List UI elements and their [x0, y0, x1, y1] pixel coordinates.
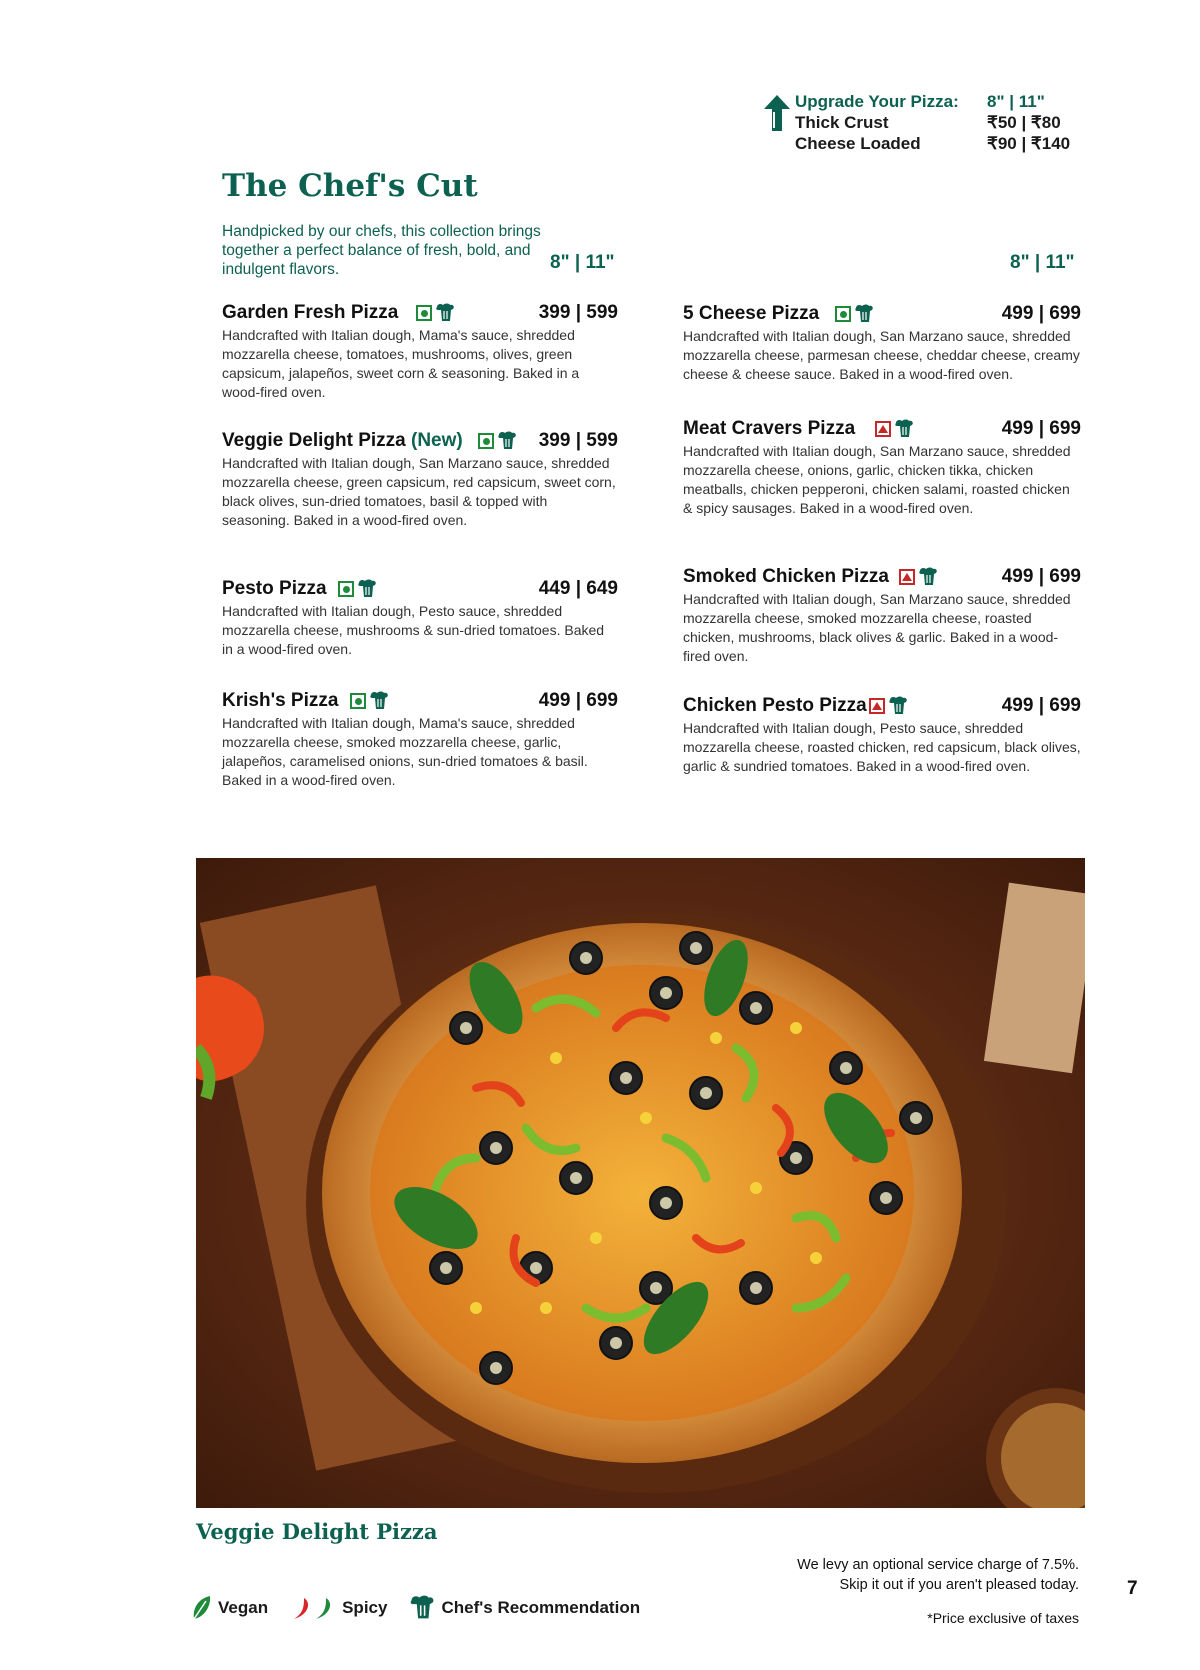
non-veg-icon	[869, 698, 885, 714]
menu-item-name: Krish's Pizza	[222, 690, 339, 711]
chef-hat-icon	[369, 691, 389, 711]
page-number: 7	[1127, 1578, 1138, 1599]
menu-item-name: Chicken Pesto Pizza	[683, 695, 867, 716]
menu-item-description: Handcrafted with Italian dough, Mama's sauce, shredded mozzarella cheese, smoked mozzarella cheese, garlic, jalapeños, caramelised onions, sun-dried tomatoes & basil. Baked in a wood-fired oven.	[222, 715, 588, 788]
legend-vegan-label: Vegan	[218, 1598, 269, 1617]
veg-icon	[835, 306, 851, 322]
upgrade-label: Upgrade Your Pizza:	[795, 92, 959, 111]
service-note-line1: We levy an optional service charge of 7.5%.	[797, 1557, 1079, 1573]
menu-item-name: Veggie Delight Pizza (New)	[222, 430, 463, 451]
veg-icon	[338, 581, 354, 597]
menu-item-header	[683, 303, 1081, 327]
menu-item-badges	[835, 304, 874, 324]
menu-item-badges	[869, 696, 908, 716]
upgrade-option-name: Thick Crust	[795, 113, 889, 132]
menu-item-price: 399 | 599	[538, 302, 618, 323]
section-title: The Chef's Cut	[222, 168, 478, 204]
menu-item	[222, 578, 618, 659]
menu-item	[683, 695, 1081, 776]
non-veg-icon	[899, 569, 915, 585]
menu-item-price: 499 | 699	[1001, 303, 1081, 324]
upgrade-sizes: 8" | 11"	[987, 92, 1045, 111]
veg-icon	[350, 693, 366, 709]
chef-hat-icon	[888, 696, 908, 716]
menu-item-header	[222, 302, 618, 326]
menu-item-description: Handcrafted with Italian dough, San Marzano sauce, shredded mozzarella cheese, parmesan cheese, cheddar cheese, creamy cheese & cheese sauce. Baked in a wood-fired oven.	[683, 328, 1080, 382]
legend-spicy	[290, 1595, 387, 1621]
chef-hat-icon	[497, 431, 517, 451]
menu-item-price: 449 | 649	[538, 578, 618, 599]
menu-item-header	[683, 695, 1081, 719]
menu-item	[683, 418, 1081, 518]
chili-icon	[290, 1595, 336, 1621]
menu-item-name: Pesto Pizza	[222, 578, 327, 599]
tax-note: *Price exclusive of taxes	[927, 1610, 1079, 1626]
size-header-right: 8" | 11"	[1010, 252, 1075, 273]
photo-caption: Veggie Delight Pizza	[196, 1519, 438, 1544]
menu-item-badges	[478, 431, 517, 451]
menu-item-price: 499 | 699	[538, 690, 618, 711]
menu-item	[683, 303, 1081, 384]
menu-item	[683, 566, 1081, 666]
pizza-photo	[196, 858, 1085, 1508]
chef-hat-icon	[357, 579, 377, 599]
menu-item	[222, 430, 618, 530]
size-header-left: 8" | 11"	[550, 252, 615, 273]
legend-spicy-label: Spicy	[342, 1598, 388, 1617]
upgrade-option-name: Cheese Loaded	[795, 134, 921, 153]
menu-item-badges	[899, 567, 938, 587]
menu-item-description: Handcrafted with Italian dough, San Marzano sauce, shredded mozzarella cheese, smoked mozzarella cheese, roasted chicken, mushrooms, black olives & garlic. Baked in a wood-fired oven.	[683, 591, 1071, 664]
service-charge-note	[797, 1556, 1079, 1595]
chef-hat-icon	[854, 304, 874, 324]
legend-vegan	[190, 1595, 268, 1621]
menu-item-name: 5 Cheese Pizza	[683, 303, 820, 324]
menu-item-description: Handcrafted with Italian dough, San Marzano sauce, shredded mozzarella cheese, green capsicum, red capsicum, sweet corn, black olives, sun-dried tomatoes, basil & topped with seasoning. Baked in a wood-fired oven.	[222, 455, 616, 528]
menu-item-name: Garden Fresh Pizza	[222, 302, 399, 323]
veg-icon	[416, 305, 432, 321]
new-tag: (New)	[411, 430, 463, 451]
menu-item-header	[683, 566, 1081, 590]
menu-item-price: 499 | 699	[1001, 566, 1081, 587]
menu-item-header	[222, 578, 618, 602]
legend-chef	[409, 1595, 640, 1621]
chef-hat-icon	[409, 1595, 435, 1621]
menu-item-header	[683, 418, 1081, 442]
upgrade-option-price: ₹50 | ₹80	[987, 113, 1061, 132]
legend-chef-label: Chef's Recommendation	[441, 1598, 641, 1617]
menu-item	[222, 690, 618, 790]
chef-hat-icon	[918, 567, 938, 587]
section-intro: Handpicked by our chefs, this collection brings together a perfect balance of fresh, bold, and indulgent flavors.	[222, 223, 541, 278]
menu-item-badges	[416, 303, 455, 323]
menu-item-badges	[338, 579, 377, 599]
chef-hat-icon	[894, 419, 914, 439]
menu-item-price: 399 | 599	[538, 430, 618, 451]
leaf-icon	[190, 1595, 212, 1621]
menu-item-name: Smoked Chicken Pizza	[683, 566, 889, 587]
menu-item-header	[222, 690, 618, 714]
chef-hat-icon	[435, 303, 455, 323]
menu-item-description: Handcrafted with Italian dough, San Marzano sauce, shredded mozzarella cheese, onions, garlic, chicken tikka, chicken meatballs, chicken pepperoni, chicken salami, roasted chicken & spicy sausages. Baked in a wood-fired oven.	[683, 443, 1071, 516]
upgrade-option-price: ₹90 | ₹140	[987, 134, 1071, 153]
menu-item-description: Handcrafted with Italian dough, Pesto sauce, shredded mozzarella cheese, roasted chicken, red capsicum, black olives, garlic & sundried tomatoes. Baked in a wood-fired oven.	[683, 720, 1081, 774]
menu-item	[222, 302, 618, 402]
menu-item-description: Handcrafted with Italian dough, Pesto sauce, shredded mozzarella cheese, mushrooms & sun-dried tomatoes. Baked in a wood-fired oven.	[222, 603, 605, 657]
menu-item-badges	[875, 419, 914, 439]
veg-icon	[478, 433, 494, 449]
menu-item-description: Handcrafted with Italian dough, Mama's sauce, shredded mozzarella cheese, tomatoes, mushrooms, olives, green capsicum, jalapeños, sweet corn & seasoning. Baked in a wood-fired oven.	[222, 327, 580, 400]
menu-item-header	[222, 430, 618, 454]
menu-item-badges	[350, 691, 389, 711]
service-note-line2: Skip it out if you aren't pleased today.	[839, 1576, 1079, 1593]
menu-item-price: 499 | 699	[1001, 418, 1081, 439]
up-arrow-icon	[763, 94, 791, 132]
non-veg-icon	[875, 421, 891, 437]
menu-item-price: 499 | 699	[1001, 695, 1081, 716]
menu-item-name: Meat Cravers Pizza	[683, 418, 856, 439]
legend	[190, 1595, 654, 1621]
